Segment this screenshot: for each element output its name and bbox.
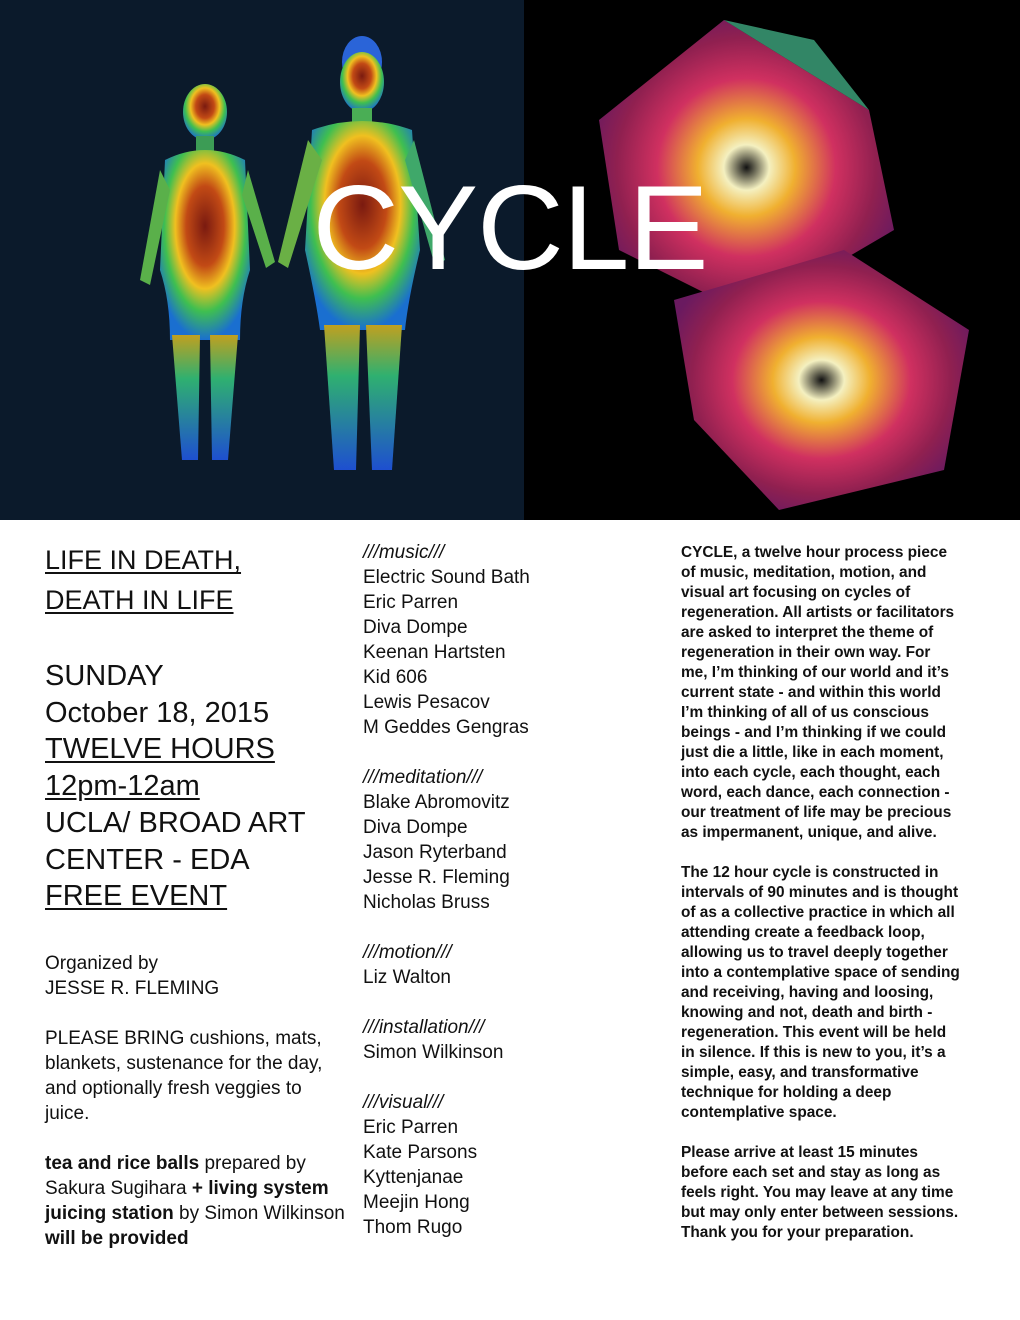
lineup-heading: ///music/// <box>363 542 445 563</box>
description-line: before each set and stay as long as <box>681 1164 941 1181</box>
description-line: feels right. You may leave at any time <box>681 1184 954 1201</box>
artist-name: Diva Dompe <box>363 617 468 638</box>
provided-text <box>45 1151 345 1251</box>
artist-name: Lewis Pesacov <box>363 692 490 713</box>
description-line: me, I’m thinking of our world and it’s <box>681 664 949 681</box>
thermal-cube-bottom <box>674 250 969 510</box>
description-paragraph-intro <box>681 543 981 843</box>
description-line: knowing and not, death and birth - <box>681 1004 933 1021</box>
description-line: visual art focusing on cycles of <box>681 584 911 601</box>
event-duration: TWELVE HOURS <box>45 733 275 766</box>
artist-name: Diva Dompe <box>363 817 468 838</box>
description-line: regeneration. All artists or facilitators <box>681 604 955 621</box>
event-title: CYCLE <box>312 161 708 295</box>
event-venue-line-1: UCLA/ BROAD ART <box>45 806 306 839</box>
description-line: regeneration. This event will be held <box>681 1024 947 1041</box>
description-line: but may only enter between sessions. <box>681 1204 959 1221</box>
please-bring-items: cushions, mats, blankets, sustenance for the day, and optionally fresh veggies to juice. <box>45 1027 323 1124</box>
description-line: just die a little, like in each moment, <box>681 744 944 761</box>
description-line: current state - and within this world <box>681 684 941 701</box>
artist-name: Blake Abromovitz <box>363 792 510 813</box>
description-line: of as a collective practice in which all <box>681 904 955 921</box>
tagline <box>45 540 345 620</box>
artist-name: Electric Sound Bath <box>363 567 530 588</box>
artist-name: Liz Walton <box>363 967 451 988</box>
description-line: The 12 hour cycle is constructed in <box>681 864 939 881</box>
description-line: as impermanent, unique, and alive. <box>681 824 937 841</box>
artist-name: Jason Ryterband <box>363 842 507 863</box>
description-line: allowing us to travel deeply together <box>681 944 948 961</box>
description-paragraph-arrival <box>681 1143 981 1243</box>
artist-name: Kate Parsons <box>363 1142 478 1163</box>
provided-note: will be provided <box>45 1227 189 1249</box>
description-line: into a contemplative space of sending <box>681 964 960 981</box>
artist-name: Kid 606 <box>363 667 428 688</box>
provided-by-simon: by Simon Wilkinson <box>173 1202 345 1224</box>
artist-name: Simon Wilkinson <box>363 1042 504 1063</box>
lineup-section-music <box>363 540 653 740</box>
organizer-name: JESSE R. FLEMING <box>45 977 220 999</box>
event-time: 12pm-12am <box>45 770 200 803</box>
description-line: word, each dance, each connection - <box>681 784 950 801</box>
artist-name: Keenan Hartsten <box>363 642 506 663</box>
artist-name: Meejin Hong <box>363 1192 470 1213</box>
event-price: FREE EVENT <box>45 880 228 913</box>
lineup-section-visual <box>363 1090 653 1240</box>
description-line: Please arrive at least 15 minutes <box>681 1144 918 1161</box>
artist-name: Kyttenjanae <box>363 1167 464 1188</box>
event-info <box>45 658 345 915</box>
description-line: into each cycle, each thought, each <box>681 764 941 781</box>
description-line: contemplative space. <box>681 1104 837 1121</box>
event-date: October 18, 2015 <box>45 696 270 729</box>
lineup-section-motion <box>363 940 653 990</box>
lineup-heading: ///motion/// <box>363 942 452 963</box>
description-line: technique for holding a deep <box>681 1084 892 1101</box>
description-column <box>681 543 981 1263</box>
description-line: simple, easy, and transformative <box>681 1064 919 1081</box>
artist-name: Jesse R. Fleming <box>363 867 510 888</box>
description-line: I’m thinking of all of us conscious <box>681 704 929 721</box>
hero-image <box>0 0 1020 520</box>
description-line: are asked to interpret the theme of <box>681 624 934 641</box>
description-line: regeneration in their own way. For <box>681 644 931 661</box>
organized-by-label: Organized by <box>45 952 159 974</box>
artist-name: M Geddes Gengras <box>363 717 529 738</box>
description-line: intervals of 90 minutes and is thought <box>681 884 959 901</box>
lineup-heading: ///meditation/// <box>363 767 483 788</box>
please-bring-label: PLEASE BRING <box>45 1027 185 1049</box>
description-line: our treatment of life may be precious <box>681 804 952 821</box>
event-day: SUNDAY <box>45 660 164 692</box>
please-bring-text <box>45 1026 345 1126</box>
artist-name: Eric Parren <box>363 1117 459 1138</box>
organizer-block <box>45 951 345 1001</box>
artist-name: Eric Parren <box>363 592 459 613</box>
description-line: in silence. If this is new to you, it’s a <box>681 1044 946 1061</box>
description-paragraph-structure <box>681 863 981 1123</box>
description-line: and receiving, having and loosing, <box>681 984 934 1001</box>
lineup-section-meditation <box>363 765 653 915</box>
description-line: Thank you for your preparation. <box>681 1224 914 1241</box>
description-line: attending create a feedback loop, <box>681 924 925 941</box>
provided-by-sakura: prepared by Sakura Sugihara <box>45 1152 306 1199</box>
lineup-section-installation <box>363 1015 653 1065</box>
tagline-line-1: LIFE IN DEATH, <box>45 545 242 575</box>
artist-name: Nicholas Bruss <box>363 892 490 913</box>
lineup-heading: ///installation/// <box>363 1017 485 1038</box>
provided-juicing: + living system juicing station <box>45 1177 329 1224</box>
description-line: of music, meditation, motion, and <box>681 564 927 581</box>
lineup-heading: ///visual/// <box>363 1092 444 1113</box>
description-line: beings - and I’m thinking if we could <box>681 724 947 741</box>
event-venue-line-2: CENTER - EDA <box>45 843 250 876</box>
event-details-column <box>45 540 345 1251</box>
artist-name: Thom Rugo <box>363 1217 463 1238</box>
description-line: CYCLE, a twelve hour process piece <box>681 544 948 561</box>
provided-tea: tea and rice balls <box>45 1152 200 1174</box>
lineup-column <box>363 540 653 1265</box>
tagline-line-2: DEATH IN LIFE <box>45 585 234 615</box>
